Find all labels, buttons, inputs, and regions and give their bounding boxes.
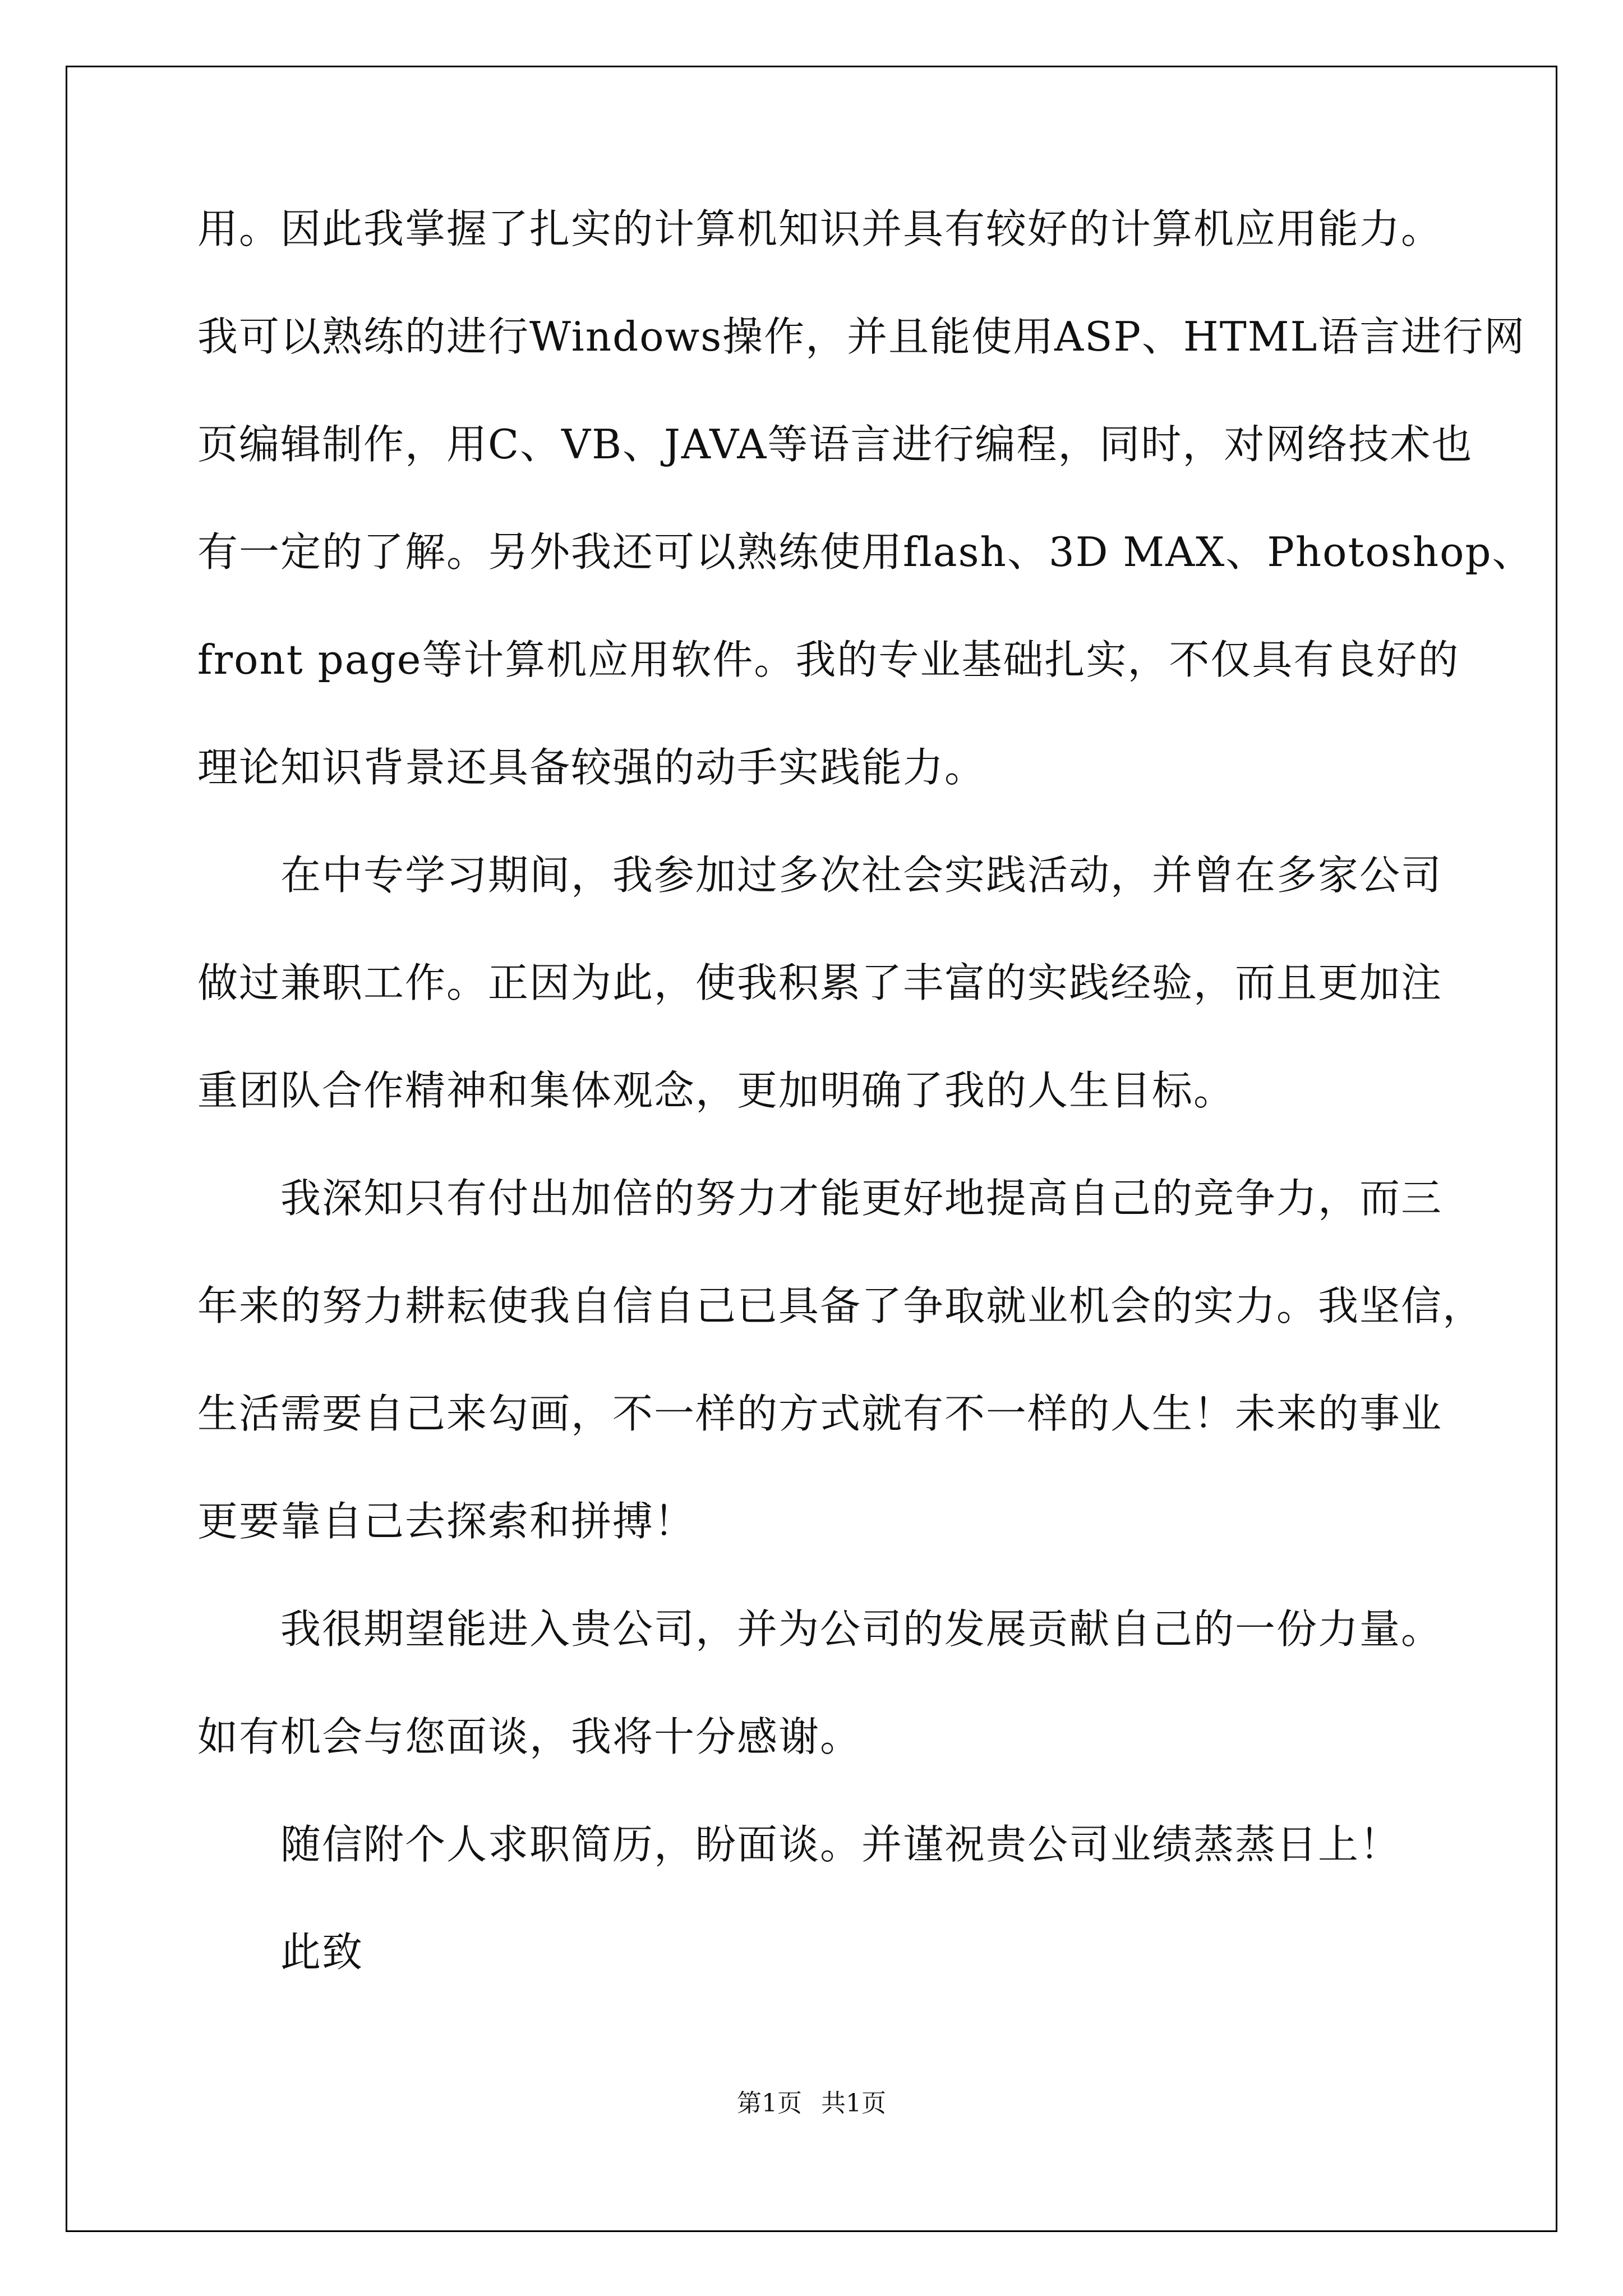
body-line: 年来的努力耕耘使我自信自己已具备了争取就业机会的实力。我坚信， [197,1282,1484,1329]
page-total: 共1页 [821,2089,886,2118]
body-line: 做过兼职工作。正因为此，使我积累了丰富的实践经验，而且更加注 [197,959,1443,1006]
paragraph-start-line: 我很期望能进入贵公司，并为公司的发展贡献自己的一份力量。 [280,1605,1443,1653]
body-line: front page等计算机应用软件。我的专业基础扎实，不仅具有良好的 [197,636,1460,683]
page-number: 第1页 [737,2089,802,2118]
body-line: 我可以熟练的进行Windows操作，并且能使用ASP、HTML语言进行网 [197,313,1526,360]
body-line: 有一定的了解。另外我还可以熟练使用flash、3D MAX、Photoshop、 [197,528,1534,576]
paragraph-start-line: 我深知只有付出加倍的努力才能更好地提高自己的竞争力，而三 [280,1175,1443,1222]
paragraph-start-line: 随信附个人求职简历，盼面谈。并谨祝贵公司业绩蒸蒸日上！ [280,1821,1401,1868]
body-line: 如有机会与您面谈，我将十分感谢。 [197,1713,862,1760]
body-line: 生活需要自己来勾画，不一样的方式就有不一样的人生！未来的事业 [197,1390,1443,1437]
closing-salutation: 此致 [280,1929,364,1976]
page-footer [0,2087,1623,2120]
body-line: 重团队合作精神和集体观念，更加明确了我的人生目标。 [197,1067,1235,1114]
body-line: 理论知识背景还具备较强的动手实践能力。 [197,744,986,791]
body-line: 更要靠自己去探索和拼搏！ [197,1498,696,1545]
page-border [66,66,1557,2232]
paragraph-start-line: 在中专学习期间，我参加过多次社会实践活动，并曾在多家公司 [280,852,1443,899]
body-line: 页编辑制作，用C、VB、JAVA等语言进行编程，同时，对网络技术也 [197,421,1473,468]
body-line: 用。因此我掌握了扎实的计算机知识并具有较好的计算机应用能力。 [197,205,1443,252]
